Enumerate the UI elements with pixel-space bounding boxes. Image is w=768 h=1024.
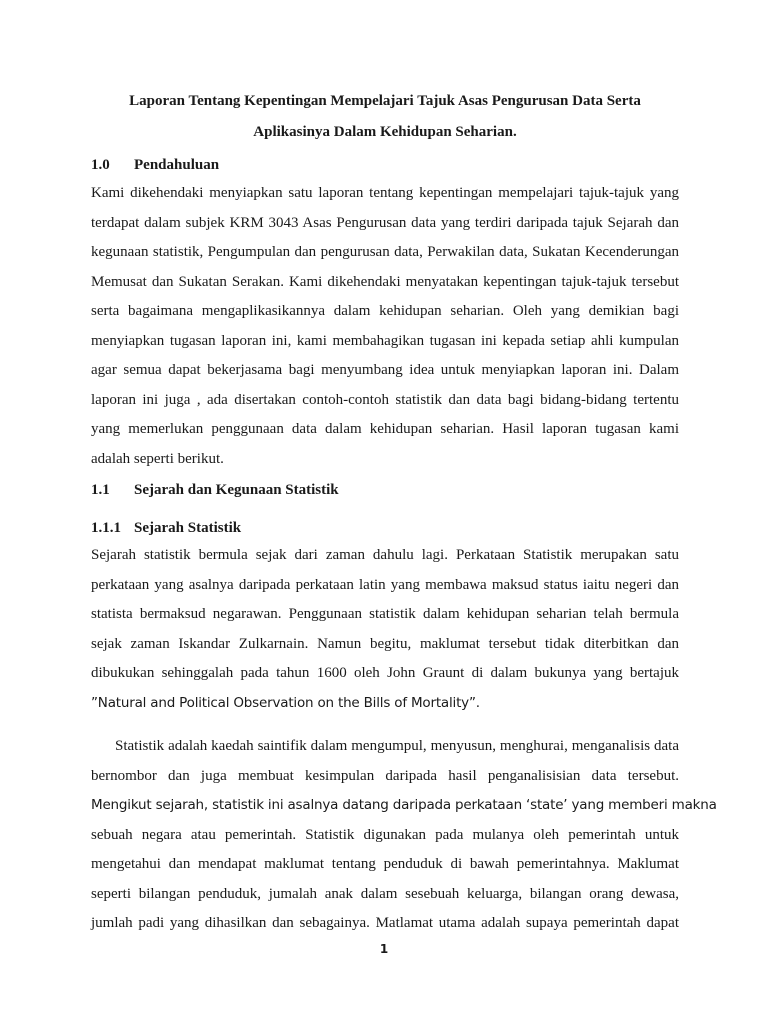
- title-line-1: Laporan Tentang Kepentingan Mempelajari Tajuk Asas Pengurusan Data Serta: [129, 93, 641, 109]
- section-number: 1.1.1: [91, 520, 121, 536]
- page-number: 1: [379, 942, 389, 956]
- section-title: Sejarah Statistik: [134, 520, 242, 536]
- paragraph-definisi-statistik: [91, 732, 717, 939]
- text-line: Kami dikehendaki menyiapkan satu laporan tentang kepentingan mempelajari tajuk-tajuk yang: [91, 185, 679, 201]
- section-title: Pendahuluan: [134, 157, 220, 173]
- section-heading-1-0: [91, 157, 219, 174]
- section-number: 1.1: [91, 482, 110, 498]
- paragraph-pendahuluan: [91, 179, 679, 474]
- text-line: Memusat dan Sukatan Serakan. Kami dikehendaki menyatakan kepentingan tajuk-tajuk tersebut: [91, 273, 679, 290]
- text-line: seperti bilangan penduduk, jumalah anak dalam sesebuah keluarga, bilangan orang dewasa,: [91, 885, 679, 902]
- section-heading-1-1-1: [91, 520, 241, 537]
- text-line: terdapat dalam subjek KRM 3043 Asas Pengurusan data yang terdiri daripada tajuk Sejarah dan: [91, 214, 679, 231]
- text-line: adalah seperti berikut.: [91, 450, 224, 467]
- section-title: Sejarah dan Kegunaan Statistik: [134, 482, 339, 498]
- text-line: sejak zaman Iskandar Zulkarnain. Namun begitu, maklumat tersebut tidak diterbitkan dan: [91, 635, 679, 652]
- text-line: Sejarah statistik bermula sejak dari zaman dahulu lagi. Perkataan Statistik merupakan satu: [91, 547, 679, 563]
- text-line: yang memerlukan penggunaan data dalam kehidupan seharian. Hasil laporan tugasan kami: [91, 421, 679, 437]
- text-line: agar semua dapat bekerjasama bagi menyumbang idea untuk menyiapkan laporan ini. Dalam: [91, 362, 679, 378]
- text-line: dibukukan sehinggalah pada tahun 1600 oleh John Graunt di dalam bukunya yang bertajuk: [91, 665, 679, 681]
- text-line: jumlah padi yang dihasilkan dan sebagainya. Matlamat utama adalah supaya pemerintah dapat: [91, 915, 679, 931]
- paragraph-sejarah-statistik: [91, 541, 679, 718]
- text-line: Statistik adalah kaedah saintifik dalam mengumpul, menyusun, menghurai, menganalisis data: [115, 738, 679, 754]
- section-heading-1-1: [91, 482, 339, 499]
- title-line-2: Aplikasinya Dalam Kehidupan Seharian.: [253, 124, 517, 140]
- text-line: kegunaan statistik, Pengumpulan dan pengurusan data, Perwakilan data, Sukatan Kecenderungan: [91, 244, 679, 260]
- section-number: 1.0: [91, 157, 110, 173]
- text-line: serta bagaimana mengaplikasikannya dalam kehidupan seharian. Oleh yang demikian bagi: [91, 303, 679, 319]
- text-line: bernombor dan juga membuat kesimpulan daripada hasil penganalisisian data tersebut.: [91, 767, 679, 784]
- text-line: mengetahui dan mendapat maklumat tentang penduduk di bawah pemerintahnya. Maklumat: [91, 856, 679, 872]
- text-line: Mengikut sejarah, statistik ini asalnya datang daripada perkataan ‘state’ yang memberi makna: [91, 797, 717, 813]
- text-line: ”Natural and Political Observation on the Bills of Mortality”.: [91, 694, 480, 711]
- text-line: laporan ini juga , ada disertakan contoh-contoh statistik dan data bagi bidang-bidang tertentu: [91, 391, 679, 408]
- text-line: perkataan yang asalnya daripada perkataan latin yang membawa maksud status iaitu negeri dan: [91, 576, 679, 593]
- text-line: menyiapkan tugasan laporan ini, kami membahagikan tugasan ini kepada setiap ahli kumpulan: [91, 332, 679, 349]
- document-title: [80, 86, 690, 148]
- text-line: sebuah negara atau pemerintah. Statistik digunakan pada mulanya oleh pemerintah untuk: [91, 826, 679, 843]
- text-line: statista bermaksud negarawan. Penggunaan statistik dalam kehidupan seharian telah bermula: [91, 606, 679, 622]
